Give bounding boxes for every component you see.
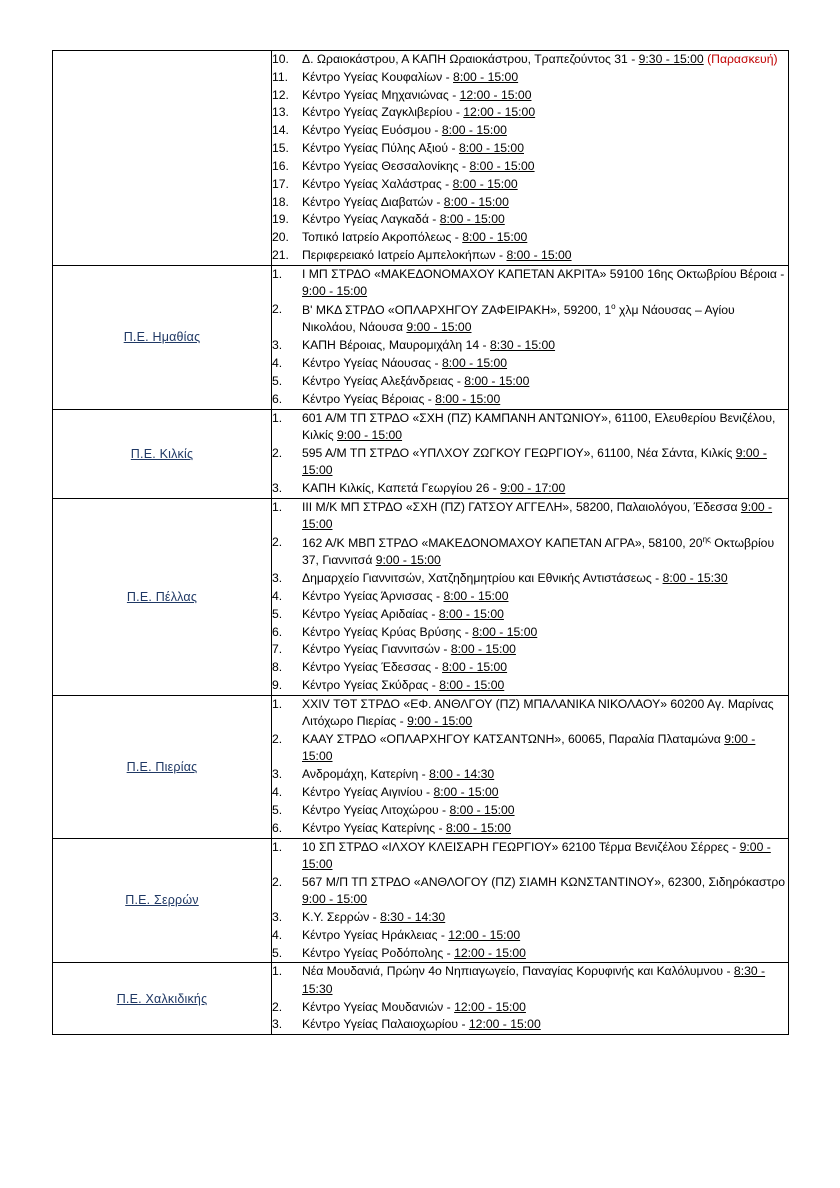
schedule-time: 8:00 - 15:00 [442,356,508,371]
list-item-number: 4. [272,588,283,603]
item-text: Κέντρο Υγείας Ζαγκλιβερίου - [302,105,464,120]
list-item-number: 20. [272,230,289,245]
schedule-time: 12:00 - 15:00 [454,945,526,960]
list-item [272,445,788,480]
item-text: Οκτωβρίου 37, Γιαννιτσά [302,535,775,568]
item-text: Κέντρο Υγείας Μηχανιώνας - [302,87,460,102]
item-text: ης [702,534,711,544]
list-item [272,802,788,819]
table-row [53,409,789,498]
list-item [272,588,788,605]
list-item-number: 18. [272,194,289,209]
list-item-number: 2. [272,534,283,549]
list-item [272,874,788,909]
item-text: Κέντρο Υγείας Γιαννιτσών - [302,642,451,657]
table-body [53,51,789,1035]
item-text: Κέντρο Υγείας Παλαιοχωρίου - [302,1017,469,1032]
list-item-number: 1. [272,839,283,854]
schedule-time: 8:00 - 15:00 [449,802,515,817]
schedule-time: 8:00 - 15:00 [452,176,518,191]
schedule-time: 8:00 - 15:00 [443,588,509,603]
schedule-table [52,50,789,1035]
list-item-number: 5. [272,373,283,388]
schedule-time: 8:00 - 15:00 [453,69,519,84]
table-row [53,695,789,838]
item-text: ΙΙΙ Μ/Κ ΜΠ ΣΤΡΔΟ «ΣΧΗ (ΠΖ) ΓΑΤΣΟΥ ΑΓΓΕΛΗ», 58200, Παλαιολόγου, Έδεσσα [302,499,741,514]
item-text: XXIV ΤΘΤ ΣΤΡΔΟ «ΕΦ. ΑΝΘΛΓΟΥ (ΠΖ) ΜΠΑΛΑΝΙΚΑ ΝΙΚΟΛΑΟΥ» 60200 Αγ. Μαρίνας Λιτόχωρο Πιερίας - [302,696,774,729]
list-item [272,963,788,998]
list-item-number: 2. [272,999,283,1014]
schedule-time: 9:00 - 17:00 [500,480,566,495]
item-text: 10 ΣΠ ΣΤΡΔΟ «ΙΛΧΟΥ ΚΛΕΙΣΑΡΗ ΓΕΩΡΓΙΟΥ» 62100 Τέρμα Βενιζέλου Σέρρες - [302,839,740,854]
item-text: Κέντρο Υγείας Θεσσαλονίκης - [302,158,470,173]
list-item [272,176,788,193]
list-item [272,410,788,445]
item-text: ΚΑΑΥ ΣΤΡΔΟ «ΟΠΛΑΡΧΗΓΟΥ ΚΑΤΣΑΝΤΩΝΗ», 60065, Παραλία Πλαταμώνα [302,732,725,747]
list-item [272,696,788,731]
schedule-time: 12:00 - 15:00 [468,1017,541,1032]
list-item-number: 1. [272,410,283,425]
list-item-number: 7. [272,642,283,657]
schedule-time: 8:00 - 15:00 [439,212,505,227]
region-cell [53,265,272,409]
item-text: Κέντρο Υγείας Ροδόπολης - [302,945,455,960]
list-item-number: 1. [272,499,283,514]
item-text: Νέα Μουδανιά, Πρώην 4ο Νηπιαγωγείο, Παναγίας Κορυφινής και Καλόλυμνου - [302,964,734,979]
region-cell [53,963,272,1035]
facility-list [272,266,788,408]
schedule-time: 8:00 - 15:30 [662,571,728,586]
list-item [272,104,788,121]
schedule-time: 8:00 - 15:00 [433,785,499,800]
list-item-number: 3. [272,767,283,782]
schedule-time: 9:00 - 15:00 [337,427,403,442]
schedule-time: 8:00 - 15:00 [462,230,528,245]
list-item [272,391,788,408]
item-text: Κέντρο Υγείας Κρύας Βρύσης - [302,624,473,639]
item-text: 595 Α/Μ ΤΠ ΣΤΡΔΟ «ΥΠΛΧΟΥ ΖΩΓΚΟΥ ΓΕΩΡΓΙΟΥ», 61100, Νέα Σάντα, Κιλκίς [302,445,736,460]
item-text: Ι ΜΠ ΣΤΡΔΟ «ΜΑΚΕΔΟΝΟΜΑΧΟΥ ΚΑΠΕΤΑΝ ΑΚΡΙΤΑ» 59100 16ης Οκτωβρίου Βέροια - [302,266,785,281]
list-item-number: 3. [272,480,283,495]
item-text: Κέντρο Υγείας Αλεξάνδρειας - [302,373,465,388]
region-label[interactable]: Π.Ε. Χαλκιδικής [116,991,208,1006]
item-text: ΚΑΠΗ Κιλκίς, Καπετά Γεωργίου 26 - [302,480,501,495]
schedule-time: 8:30 - 14:30 [380,909,446,924]
list-item [272,820,788,837]
schedule-time: 8:30 - 15:30 [302,964,766,996]
list-item-number: 3. [272,1017,283,1032]
schedule-time: 9:00 - 15:00 [375,553,441,568]
item-text: Κέντρο Υγείας Σκύδρας - [302,678,440,693]
schedule-time: 9:00 - 15:00 [302,732,756,764]
list-item [272,122,788,139]
list-item [272,606,788,623]
table-row [53,498,789,695]
list-item [272,927,788,944]
list-item-number: 2. [272,302,283,317]
list-item-number: 10. [272,52,289,66]
list-item [272,69,788,86]
list-item [272,570,788,587]
list-item [272,211,788,228]
list-item-number: 4. [272,785,283,800]
item-text: Δημαρχείο Γιαννιτσών, Χατζηδημητρίου και Εθνικής Αντιστάσεως - [302,571,663,586]
list-item [272,766,788,783]
schedule-time: 8:00 - 15:00 [441,123,507,138]
list-item [272,784,788,801]
schedule-time: 8:00 - 15:00 [445,820,511,835]
facility-list-cell [272,498,789,695]
region-label[interactable]: Π.Ε. Πέλλας [126,589,198,604]
item-text: Κέντρο Υγείας Ηράκλειας - [302,927,449,942]
facility-list [272,410,788,498]
region-label[interactable]: Π.Ε. Πιερίας [126,759,198,774]
facility-list [272,963,788,1033]
list-item-number: 4. [272,927,283,942]
item-text: 567 Μ/Π ΤΠ ΣΤΡΔΟ «ΑΝΘΛΟΓΟΥ (ΠΖ) ΣΙΑΜΗ ΚΩΝΣΤΑΝΤΙΝΟΥ», 62300, Σιδηρόκαστρο [302,874,786,889]
list-item-number: 16. [272,158,289,173]
schedule-time: 8:30 - 15:00 [489,338,556,353]
schedule-time: 8:00 - 15:00 [439,678,505,693]
note-text: (Παρασκευή) [707,52,778,66]
list-item-number: 5. [272,945,283,960]
list-item [272,677,788,694]
list-item [272,624,788,641]
item-text: Τοπικό Ιατρείο Ακροπόλεως - [302,230,463,245]
list-item-number: 12. [272,87,289,102]
list-item-number: 3. [272,909,283,924]
item-text: Κέντρο Υγείας Νάουσας - [302,356,442,371]
item-text: Κέντρο Υγείας Διαβατών - [302,194,444,209]
item-text: Κέντρο Υγείας Αιγινίου - [302,785,434,800]
schedule-time: 8:00 - 14:30 [429,767,495,782]
facility-list [272,839,788,962]
schedule-time: 12:00 - 15:00 [463,105,536,120]
schedule-time: 12:00 - 15:00 [448,927,521,942]
list-item [272,641,788,658]
region-label[interactable]: Π.Ε. Σερρών [125,893,199,908]
schedule-time: 8:00 - 15:00 [443,194,509,209]
schedule-time: 9:00 - 15:00 [302,892,368,907]
list-item-number: 15. [272,141,289,156]
list-item [272,87,788,104]
list-item-number: 2. [272,732,283,747]
facility-list [272,51,788,264]
schedule-time: 8:00 - 15:00 [464,373,530,388]
item-text: Κέντρο Υγείας Έδεσσας - [302,660,443,675]
facility-list-cell [272,409,789,498]
table-row [53,838,789,963]
item-text: Κέντρο Υγείας Λαγκαδά - [302,212,440,227]
region-label[interactable]: Π.Ε. Ημαθίας [123,330,201,345]
item-text: Κέντρο Υγείας Κουφαλίων - [302,69,454,84]
list-item [272,301,788,337]
item-text: Κέντρο Υγείας Λιτοχώρου - [302,802,450,817]
facility-list-cell [272,838,789,963]
table-row [53,963,789,1035]
table-row [53,51,789,266]
list-item [272,229,788,246]
item-text: Κέντρο Υγείας Πύλης Αξιού - [302,141,459,156]
schedule-time: 8:00 - 15:00 [458,141,524,156]
list-item [272,1016,788,1033]
item-text: χλμ Νάουσας – Αγίου Νικολάου, Νάουσα [302,303,735,335]
list-item-number: 6. [272,624,283,639]
list-item-number: 1. [272,266,283,281]
list-item [272,839,788,874]
list-item-number: 3. [272,338,283,353]
region-cell [53,695,272,838]
list-item [272,534,788,570]
item-text: Κέντρο Υγείας Άρνισσας - [302,588,444,603]
schedule-time: 8:00 - 15:00 [450,642,516,657]
schedule-time: 9:00 - 15:00 [406,320,472,335]
list-item [272,373,788,390]
list-item-number: 5. [272,606,283,621]
list-item [272,194,788,211]
facility-list-cell [272,51,789,266]
schedule-time: 12:00 - 15:00 [454,999,526,1014]
schedule-time: 9:30 - 15:00 [638,52,704,66]
item-text: Κέντρο Υγείας Βέροιας - [302,391,436,406]
list-item [272,158,788,175]
schedule-time: 9:00 - 15:00 [302,839,771,871]
item-text: Κέντρο Υγείας Κατερίνης - [302,820,446,835]
list-item-number: 2. [272,445,283,460]
list-item-number: 21. [272,248,289,263]
list-item-number: 9. [272,678,283,693]
list-item-number: 14. [272,123,289,138]
region-cell-empty [53,51,272,266]
list-item-number: 13. [272,105,289,120]
list-item [272,247,788,264]
list-item [272,909,788,926]
item-text: Κέντρο Υγείας Χαλάστρας - [302,176,453,191]
schedule-time: 8:00 - 15:00 [472,624,538,639]
list-item [272,140,788,157]
list-item-number: 19. [272,212,289,227]
schedule-time: 9:00 - 15:00 [302,445,767,478]
schedule-time: 8:00 - 15:00 [506,248,572,263]
facility-list [272,696,788,837]
region-cell [53,838,272,963]
item-text: Ανδρομάχη, Κατερίνη - [302,767,430,782]
item-text: Κέντρο Υγείας Μουδανιών - [302,999,455,1014]
schedule-time: 8:00 - 15:00 [469,158,535,173]
facility-list-cell [272,265,789,409]
schedule-time: 8:00 - 15:00 [442,660,508,675]
list-item-number: 3. [272,571,283,586]
schedule-time: 9:00 - 15:00 [302,499,773,532]
list-item [272,337,788,354]
list-item [272,945,788,962]
list-item [272,266,788,301]
item-text: 601 Α/Μ ΤΠ ΣΤΡΔΟ «ΣΧΗ (ΠΖ) ΚΑΜΠΑΝΗ ΑΝΤΩΝΙΟΥ», 61100, Ελευθερίου Βενιζέλου, Κιλκίς [302,410,776,442]
facility-list-cell [272,695,789,838]
list-item-number: 11. [272,69,289,84]
list-item [272,51,788,68]
schedule-time: 8:00 - 15:00 [435,391,501,406]
item-text: Β' ΜΚΔ ΣΤΡΔΟ «ΟΠΛΑΡΧΗΓΟΥ ΖΑΦΕΙΡΑΚΗ», 59200, 1 [302,303,612,318]
item-text: Περιφερειακό Ιατρείο Αμπελοκήπων - [302,248,507,263]
facility-list-cell [272,963,789,1035]
item-text: ο [611,302,616,312]
list-item [272,659,788,676]
item-text: Δ. Ωραιοκάστρου, Α ΚΑΠΗ Ωραιοκάστρου, Τραπεζούντος 31 - [302,52,639,66]
item-text: Κέντρο Υγείας Ευόσμου - [302,123,442,138]
region-label[interactable]: Π.Ε. Κιλκίς [130,446,194,461]
region-cell [53,409,272,498]
list-item-number: 4. [272,356,283,371]
list-item [272,480,788,497]
schedule-time: 12:00 - 15:00 [459,87,532,102]
list-item-number: 17. [272,176,289,191]
item-text: Κ.Υ. Σερρών - [302,909,381,924]
schedule-time: 9:00 - 15:00 [407,714,473,729]
schedule-time: 9:00 - 15:00 [302,284,368,299]
region-cell [53,498,272,695]
list-item-number: 5. [272,802,283,817]
list-item [272,731,788,766]
item-text: 162 Α/Κ ΜΒΠ ΣΤΡΔΟ «ΜΑΚΕΔΟΝΟΜΑΧΟΥ ΚΑΠΕΤΑΝ ΑΓΡΑ», 58100, 20 [302,535,703,550]
list-item-number: 2. [272,874,283,889]
item-text: Κέντρο Υγείας Αριδαίας - [302,606,439,621]
list-item-number: 1. [272,696,283,711]
list-item-number: 1. [272,964,283,979]
item-text: ΚΑΠΗ Βέροιας, Μαυρομιχάλη 14 - [302,338,490,353]
facility-list [272,499,788,695]
schedule-time: 8:00 - 15:00 [438,606,504,621]
list-item [272,499,788,534]
table-row [53,265,789,409]
list-item [272,355,788,372]
list-item-number: 8. [272,660,283,675]
list-item-number: 6. [272,391,283,406]
list-item-number: 6. [272,820,283,835]
list-item [272,999,788,1016]
